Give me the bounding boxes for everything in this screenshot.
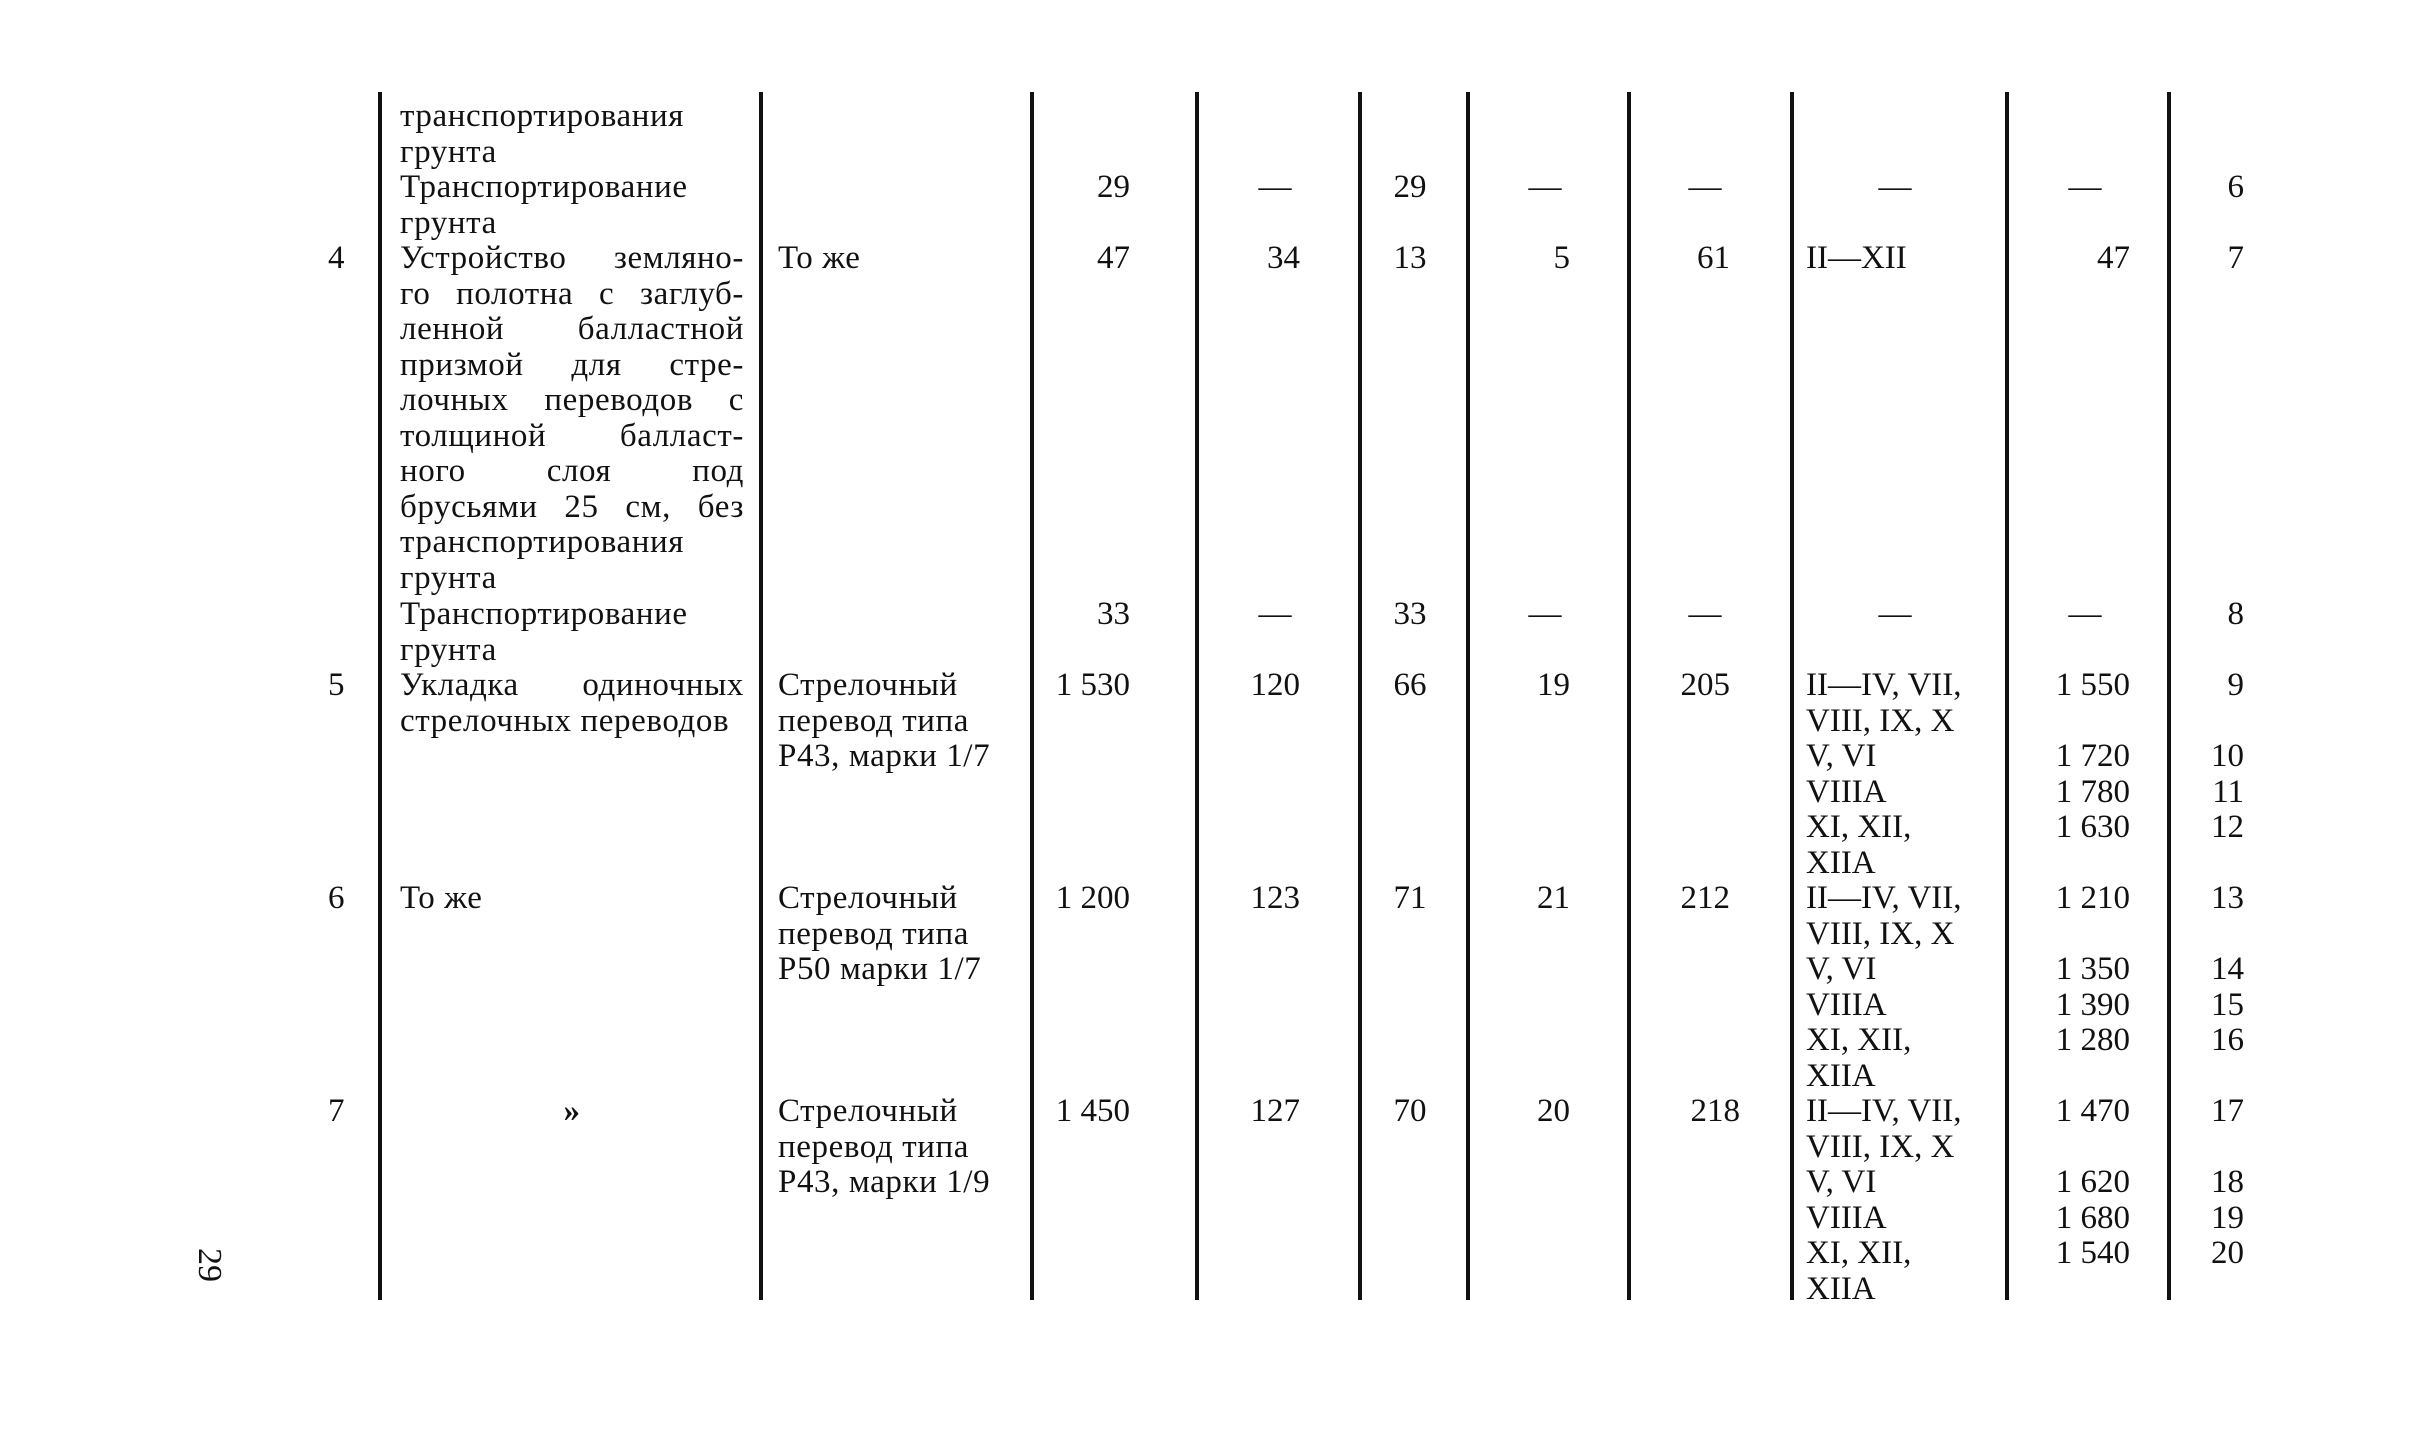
value-cell: 19 bbox=[1537, 667, 1570, 703]
value-cell: 127 bbox=[1250, 1093, 1300, 1129]
row-index bbox=[2190, 1094, 2244, 1272]
index-line: 9 bbox=[2227, 667, 2244, 703]
value-line: 1 390 bbox=[2055, 986, 2130, 1023]
value-line: 1 210 bbox=[2055, 880, 2130, 916]
value-cell: 47 bbox=[1097, 240, 1130, 276]
description-line: грунта bbox=[400, 631, 497, 668]
region-line: XI, XII, bbox=[1806, 809, 1912, 845]
row-description bbox=[400, 241, 744, 596]
value-cell: 66 bbox=[1393, 667, 1427, 703]
row-description bbox=[400, 170, 688, 241]
column-rule bbox=[2167, 92, 2171, 1300]
value-cell bbox=[2020, 1094, 2130, 1272]
row-index bbox=[2190, 668, 2244, 846]
region-cell bbox=[1806, 668, 1962, 881]
index-line: 19 bbox=[2211, 1199, 2244, 1236]
value-cell: 33 bbox=[1393, 596, 1427, 632]
unit-line: Р50 марки 1/7 bbox=[778, 951, 982, 987]
index-line: 12 bbox=[2211, 809, 2244, 845]
column-rule bbox=[759, 92, 763, 1300]
unit-line: Р43, марки 1/7 bbox=[778, 738, 991, 774]
page-number: 29 bbox=[191, 1248, 228, 1282]
unit-cell bbox=[778, 668, 990, 775]
region-line: II—IV, VII, bbox=[1806, 1093, 1962, 1129]
description-line: Транспортирование bbox=[400, 596, 688, 632]
value-cell: 61 bbox=[1697, 240, 1730, 276]
region-line: VIII, IX, X bbox=[1806, 1128, 1955, 1165]
region-line: XIIA bbox=[1806, 1270, 1876, 1307]
value-line: 1 680 bbox=[2055, 1199, 2130, 1236]
description-line: транспортирования bbox=[400, 524, 685, 560]
description-line: го полотна с заглуб- bbox=[400, 275, 744, 312]
value-cell: — bbox=[1688, 596, 1722, 632]
value-cell: 205 bbox=[1680, 667, 1730, 703]
value-line: 1 630 bbox=[2055, 809, 2130, 845]
description-line: лочных переводов с bbox=[400, 382, 744, 418]
column-rule bbox=[1030, 92, 1034, 1300]
region-cell: — bbox=[1878, 596, 1912, 632]
row-index: 8 bbox=[2227, 596, 2244, 632]
row-description: » bbox=[563, 1093, 581, 1129]
value-cell: 13 bbox=[1393, 240, 1427, 276]
value-cell: 21 bbox=[1537, 880, 1570, 916]
row-description: То же bbox=[400, 880, 483, 916]
unit-line: Стрелочный bbox=[778, 667, 958, 703]
description-line: ленной балластной bbox=[400, 311, 744, 347]
region-line: XI, XII, bbox=[1806, 1235, 1912, 1271]
value-cell: 1 200 bbox=[1055, 880, 1130, 916]
region-line: V, VI bbox=[1806, 1164, 1877, 1200]
region-line: XIIA bbox=[1806, 844, 1876, 881]
index-line: 10 bbox=[2211, 738, 2244, 774]
region-line: VIIIA bbox=[1806, 986, 1887, 1023]
description-line: брусьями 25 см, без bbox=[400, 488, 744, 525]
region-line: VIIIA bbox=[1806, 773, 1887, 810]
value-cell bbox=[2020, 668, 2130, 846]
value-cell: 1 530 bbox=[1055, 667, 1130, 703]
row-description bbox=[400, 668, 744, 739]
index-line: 13 bbox=[2211, 880, 2244, 916]
value-cell: 70 bbox=[1393, 1093, 1427, 1129]
row-number: 6 bbox=[328, 880, 345, 916]
value-cell: 5 bbox=[1553, 240, 1570, 276]
index-line: 20 bbox=[2211, 1235, 2244, 1271]
unit-cell: То же bbox=[778, 240, 861, 276]
region-line: V, VI bbox=[1806, 738, 1877, 774]
value-cell: — bbox=[1688, 169, 1722, 205]
index-line: 11 bbox=[2212, 773, 2244, 810]
column-rule bbox=[1627, 92, 1631, 1300]
unit-cell bbox=[778, 881, 981, 988]
value-line: 1 350 bbox=[2055, 951, 2130, 987]
value-cell: 120 bbox=[1250, 667, 1300, 703]
region-line: II—IV, VII, bbox=[1806, 667, 1962, 703]
value-line: 1 540 bbox=[2055, 1235, 2130, 1271]
column-rule bbox=[1358, 92, 1362, 1300]
index-line: 15 bbox=[2211, 986, 2244, 1023]
region-cell: II—XII bbox=[1806, 240, 1907, 276]
column-rule bbox=[1466, 92, 1470, 1300]
value-cell: — bbox=[1528, 169, 1562, 205]
value-cell: — bbox=[1258, 596, 1292, 632]
row-index: 7 bbox=[2227, 240, 2244, 276]
value-cell: 20 bbox=[1537, 1093, 1570, 1129]
description-line: стрелочных переводов bbox=[400, 702, 730, 739]
value-line: 1 780 bbox=[2055, 773, 2130, 810]
value-line: 1 280 bbox=[2055, 1022, 2130, 1058]
value-line: 1 550 bbox=[2055, 667, 2130, 703]
region-line: II—IV, VII, bbox=[1806, 880, 1962, 916]
row-description bbox=[400, 99, 684, 170]
value-cell: 123 bbox=[1250, 880, 1300, 916]
value-line: 1 720 bbox=[2055, 738, 2130, 774]
region-cell bbox=[1806, 881, 1962, 1094]
column-rule bbox=[2005, 92, 2009, 1300]
row-description bbox=[400, 597, 688, 668]
row-number: 4 bbox=[328, 240, 345, 276]
index-line: 14 bbox=[2211, 951, 2244, 987]
unit-cell bbox=[778, 1094, 990, 1201]
value-line: 1 470 bbox=[2055, 1093, 2130, 1129]
value-cell: 71 bbox=[1393, 880, 1427, 916]
description-line: грунта bbox=[400, 559, 497, 596]
column-rule bbox=[1790, 92, 1794, 1300]
description-line: грунта bbox=[400, 204, 497, 241]
value-cell: 33 bbox=[1097, 596, 1130, 632]
unit-line: Р43, марки 1/9 bbox=[778, 1164, 991, 1200]
region-line: XIIA bbox=[1806, 1057, 1876, 1094]
value-cell: — bbox=[1528, 596, 1562, 632]
description-line: Укладка одиночных bbox=[400, 667, 744, 703]
description-line: ного слоя под bbox=[400, 453, 744, 489]
region-line: V, VI bbox=[1806, 951, 1877, 987]
value-cell bbox=[2020, 881, 2130, 1059]
description-line: призмой для стре- bbox=[400, 346, 744, 383]
column-rule bbox=[378, 92, 382, 1300]
description-line: грунта bbox=[400, 133, 497, 170]
region-line: VIII, IX, X bbox=[1806, 702, 1955, 739]
unit-line: перевод типа bbox=[778, 915, 969, 952]
description-line: Транспортирование bbox=[400, 169, 688, 205]
value-cell: 218 bbox=[1690, 1093, 1740, 1129]
unit-line: Стрелочный bbox=[778, 1093, 958, 1129]
unit-line: перевод типа bbox=[778, 1128, 969, 1165]
index-line: 16 bbox=[2211, 1022, 2244, 1058]
index-line: 18 bbox=[2211, 1164, 2244, 1200]
unit-line: Стрелочный bbox=[778, 880, 958, 916]
region-cell bbox=[1806, 1094, 1962, 1307]
region-line: VIII, IX, X bbox=[1806, 915, 1955, 952]
value-cell: 34 bbox=[1267, 240, 1300, 276]
row-index bbox=[2190, 881, 2244, 1059]
value-cell: — bbox=[1258, 169, 1292, 205]
value-cell: — bbox=[2068, 169, 2102, 205]
unit-line: перевод типа bbox=[778, 702, 969, 739]
region-line: XI, XII, bbox=[1806, 1022, 1912, 1058]
value-cell: 47 bbox=[2097, 240, 2130, 276]
value-cell: 212 bbox=[1680, 880, 1730, 916]
column-rule bbox=[1195, 92, 1199, 1300]
description-line: Устройство землянo- bbox=[400, 240, 744, 276]
row-number: 5 bbox=[328, 667, 345, 703]
region-cell: — bbox=[1878, 169, 1912, 205]
region-line: VIIIA bbox=[1806, 1199, 1887, 1236]
value-cell: 1 450 bbox=[1055, 1093, 1130, 1129]
index-line: 17 bbox=[2211, 1093, 2244, 1129]
row-index: 6 bbox=[2227, 169, 2244, 205]
value-line: 1 620 bbox=[2055, 1164, 2130, 1200]
description-line: транспортирования bbox=[400, 98, 685, 134]
value-cell: 29 bbox=[1097, 169, 1130, 205]
value-cell: 29 bbox=[1393, 169, 1427, 205]
description-line: толщиной балласт- bbox=[400, 417, 744, 454]
row-number: 7 bbox=[328, 1093, 345, 1129]
value-cell: — bbox=[2068, 596, 2102, 632]
